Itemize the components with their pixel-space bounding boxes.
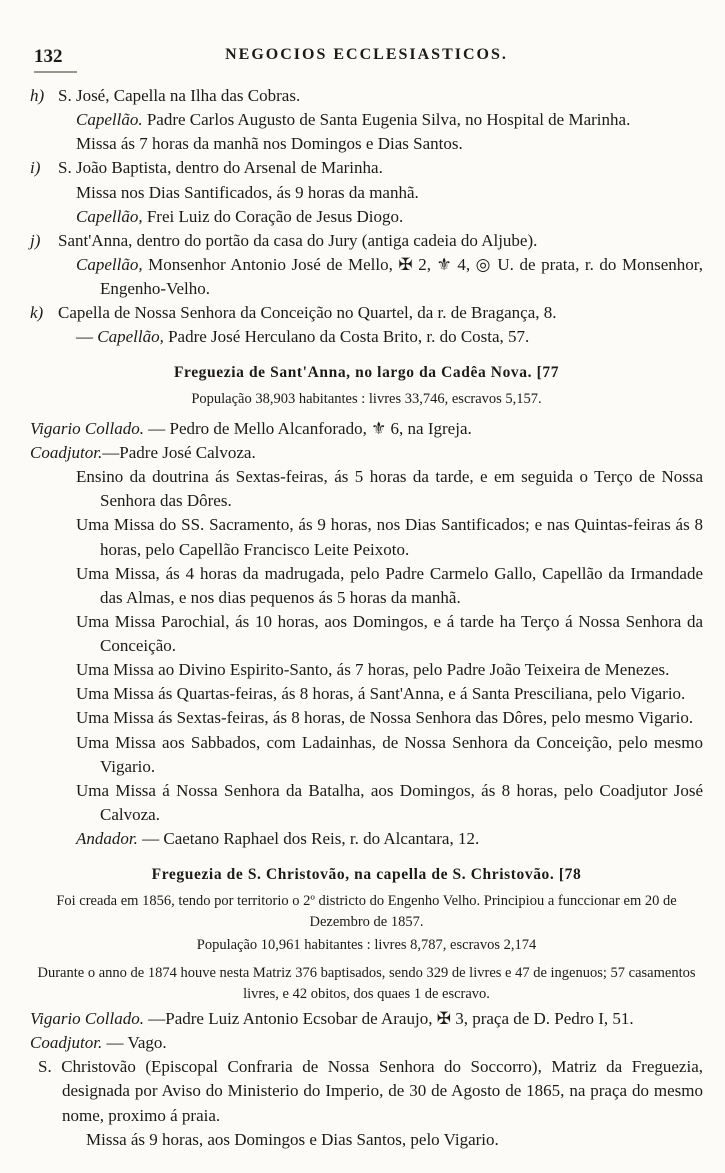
- running-title: NEGOCIOS ECCLESIASTICOS.: [225, 46, 508, 63]
- mass-line: Missa ás 9 horas, aos Domingos e Dias Santos, pelo Vigario.: [86, 1129, 499, 1149]
- chaplain-label: Capellão.: [76, 110, 143, 130]
- entry-label: i): [30, 158, 41, 178]
- santanna-section: [30, 417, 703, 851]
- chaplain-name: Padre José Herculano da Costa Brito, r. do Costa, 57.: [163, 327, 530, 347]
- chaplain-line: [30, 108, 703, 132]
- andador-name: — Caetano Raphael dos Reis, r. do Alcantara, 12.: [137, 829, 480, 849]
- chaplain-label: Capellão,: [97, 327, 164, 347]
- statistics-1874: Durante o anno de 1874 houve nesta Matriz 376 baptisados, sendo 329 de livres e 47 de ingenuos; 57 casamentos livres, e 42 obitos, dos quaes 1 de escravo.: [37, 964, 696, 1002]
- mass-schedule-item: Uma Missa, ás 4 horas da madrugada, pelo Padre Carmelo Gallo, Capellão da Irmandade das Almas, e nos dias pequenos ás 5 horas da manhã.: [76, 563, 703, 607]
- chaplain-line: [30, 205, 703, 229]
- mass-schedule-item: Uma Missa do SS. Sacramento, ás 9 horas, nos Dias Santificados; e nas Quintas-feiras ás 8 horas, pelo Capellão Francisco Leite Peixoto.: [76, 515, 703, 559]
- page-header: [30, 44, 703, 74]
- coadjutor-label: Coadjutor.: [30, 1033, 103, 1053]
- coadjutor-line: [30, 1031, 703, 1055]
- mass-line: Missa nos Dias Santificados, ás 9 horas da manhã.: [76, 182, 419, 202]
- schristovao-section: [30, 1007, 703, 1152]
- coadjutor-name: — Vago.: [102, 1033, 167, 1053]
- population-line: População 38,903 habitantes : livres 33,746, escravos 5,157.: [191, 391, 542, 408]
- creation-note: Foi creada em 1856, tendo por territorio o 2º districto do Engenho Velho. Principiou a funccionar em 20 de Dezembro de 1857.: [56, 893, 677, 930]
- coadjutor-line: [30, 441, 703, 465]
- chapel-entry-h: [30, 84, 703, 108]
- chapel-entry-j: [30, 229, 703, 253]
- chaplain-label: Capellão,: [76, 254, 143, 274]
- chaplain-name: Frei Luiz do Coração de Jesus Diogo.: [142, 206, 404, 226]
- dash: —: [76, 327, 98, 347]
- mass-schedule-item: Uma Missa Parochial, ás 10 horas, aos Domingos, e á tarde ha Terço á Nossa Senhora da Conceição.: [76, 611, 703, 656]
- entry-label: k): [30, 303, 44, 323]
- vicar-name: —Padre Luiz Antonio Ecsobar de Araujo, ✠ 3, praça de D. Pedro I, 51.: [143, 1009, 634, 1029]
- population-line: População 10,961 habitantes : livres 8,787, escravos 2,174: [196, 937, 537, 954]
- vicar-line: [30, 417, 703, 441]
- section-heading-schristovao: Freguezia de S. Christovão, na capella de S. Christovão. [78: [151, 866, 582, 884]
- vicar-label: Vigario Collado.: [30, 418, 144, 438]
- mass-schedule-item: Ensino da doutrina ás Sextas-feiras, ás 5 horas da tarde, e em seguida o Terço de Nossa Senhora das Dôres.: [76, 467, 703, 511]
- mass-schedule-item: Uma Missa ás Sextas-feiras, ás 8 horas, de Nossa Senhora das Dôres, pelo mesmo Vigario.: [76, 708, 694, 728]
- chapel-list: [30, 84, 703, 349]
- chaplain-label: Capellão,: [76, 206, 143, 226]
- chaplain-name: Monsenhor Antonio José de Mello, ✠ 2, ⚜ 4, ◎ U. de prata, r. do Monsenhor, Engenho-Velho.: [100, 254, 703, 298]
- entry-title: Sant'Anna, dentro do portão da casa do Jury (antiga cadeia do Aljube).: [58, 230, 538, 250]
- mass-line: Missa ás 7 horas da manhã nos Domingos e Dias Santos.: [76, 134, 463, 154]
- chaplain-line: [30, 325, 703, 349]
- mass-schedule-item: Uma Missa á Nossa Senhora da Batalha, aos Domingos, ás 8 horas, pelo Coadjutor José Calvoza.: [76, 780, 703, 824]
- section-heading-santanna: Freguezia de Sant'Anna, no largo da Cadêa Nova. [77: [173, 364, 560, 382]
- chapel-entry-i: [30, 156, 703, 180]
- vicar-label: Vigario Collado.: [30, 1009, 144, 1029]
- page-number: 132: [34, 44, 77, 73]
- vicar-name: — Pedro de Mello Alcanforado, ⚜ 6, na Igreja.: [143, 418, 472, 438]
- matriz-description: S. Christovão (Episcopal Confraria de Nossa Senhora do Soccorro), Matriz da Freguezia, designada por Aviso do Ministerio do Imperio, de 30 de Agosto de 1865, na praça do mesmo nome, proximo á praia.: [38, 1057, 703, 1125]
- coadjutor-label: Coadjutor.: [30, 443, 103, 463]
- chaplain-name: Padre Carlos Augusto de Santa Eugenia Silva, no Hospital de Marinha.: [142, 110, 631, 130]
- entry-title: S. João Baptista, dentro do Arsenal de Marinha.: [58, 158, 383, 178]
- coadjutor-name: —Padre José Calvoza.: [102, 443, 256, 463]
- entry-title: S. José, Capella na Ilha das Cobras.: [58, 86, 301, 105]
- chaplain-line: [30, 253, 703, 301]
- mass-schedule-item: Uma Missa aos Sabbados, com Ladainhas, de Nossa Senhora da Conceição, pelo mesmo Vigario.: [76, 732, 703, 776]
- andador-label: Andador.: [76, 829, 138, 849]
- entry-label: h): [30, 86, 45, 105]
- andador-line: [30, 827, 703, 851]
- entry-label: j): [30, 230, 41, 250]
- mass-schedule-item: Uma Missa ás Quartas-feiras, ás 8 horas, á Sant'Anna, e á Santa Presciliana, pelo Vigario.: [76, 684, 686, 704]
- mass-schedule-item: Uma Missa ao Divino Espirito-Santo, ás 7 horas, pelo Padre João Teixeira de Menezes.: [76, 660, 670, 680]
- vicar-line: [30, 1007, 703, 1031]
- chapel-entry-k: [30, 301, 703, 325]
- entry-title: Capella de Nossa Senhora da Conceição no Quartel, da r. de Bragança, 8.: [58, 303, 557, 323]
